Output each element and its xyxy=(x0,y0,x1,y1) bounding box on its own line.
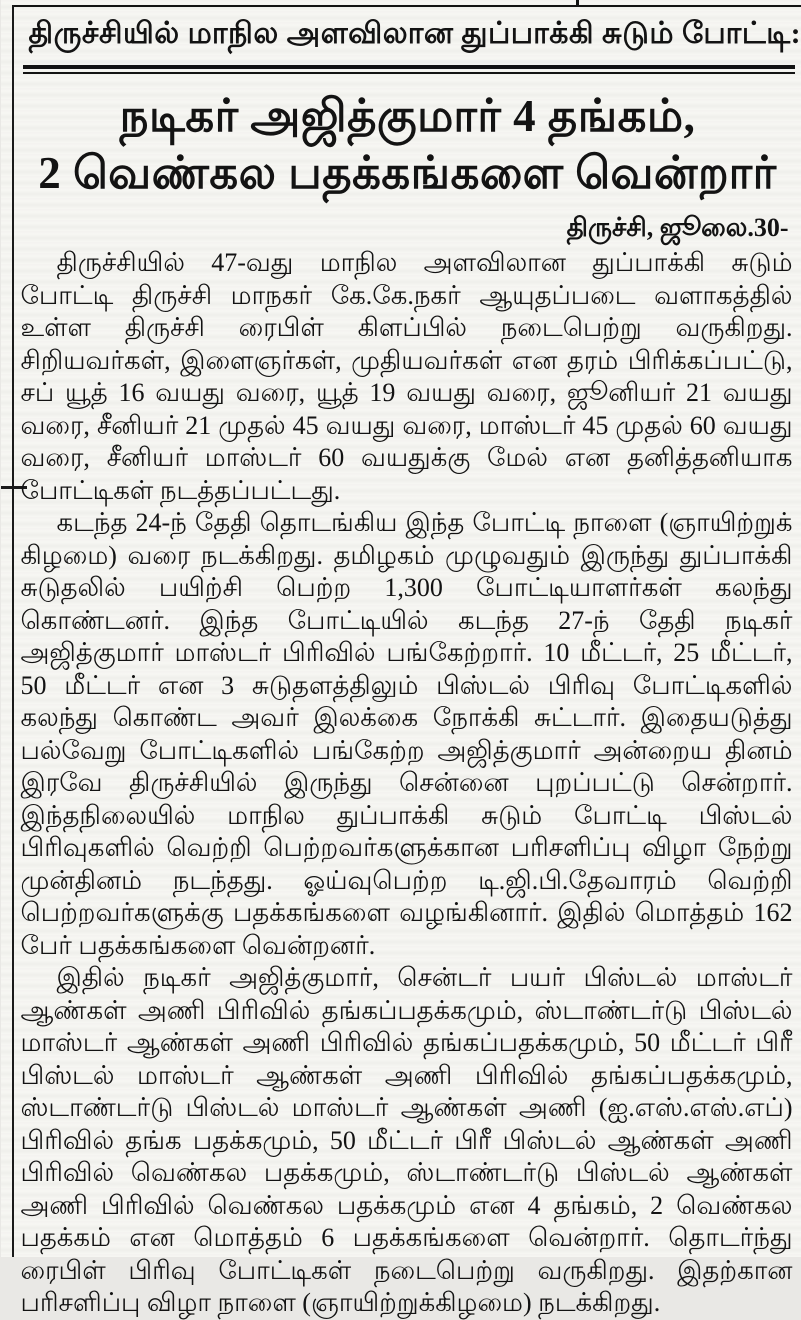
headline-line-1: நடிகர் அஜித்குமார் 4 தங்கம், xyxy=(119,91,696,141)
top-horizontal-rule xyxy=(13,5,801,7)
article xyxy=(20,10,801,1320)
left-column-rule xyxy=(12,5,14,1257)
article-dateline: திருச்சி, ஜூலை.30- xyxy=(566,213,789,242)
article-kicker: திருச்சியில் மாநில அளவிலான துப்பாக்கி சுடும் போட்டி: xyxy=(28,17,801,50)
kicker-rule-thin xyxy=(23,72,795,74)
article-paragraph-1: திருச்சியில் 47-வது மாநில அளவிலான துப்பாக்கி சுடும் போட்டி திருச்சி மாநகர் கே.கே.நகர் ஆயுதப்படை வளாகத்தில் உள்ள திருச்சி ரைபிள் கிளப்பில் நடைபெற்று வருகிறது. சிறியவர்கள், இளைஞர்கள், முதியவர்கள் என தரம் பிரிக்கப்பட்டு, சப் யூத் 16 வயது வரை, யூத் 19 வயது வரை, ஜூனியர் 21 வயது வரை, சீனியர் 21 முதல் 45 வயது வரை, மாஸ்டர் 45 முதல் 60 வயது வரை, சீனியர் மாஸ்டர் 60 வயதுக்கு மேல் என தனித்தனியாக போட்டிகள் நடத்தப்பட்டது. xyxy=(20,248,793,505)
newspaper-clipping xyxy=(1,0,801,1317)
article-headline xyxy=(21,88,795,202)
article-body xyxy=(21,247,795,1320)
article-paragraph-3: இதில் நடிகர் அஜித்குமார், சென்டர் பயர் பிஸ்டல் மாஸ்டர் ஆண்கள் அணி பிரிவில் தங்கப்பதக்கமும், ஸ்டாண்டர்டு பிஸ்டல் மாஸ்டர் ஆண்கள் அணி பிரிவில் தங்கப்பதக்கமும், 50 மீட்டர் பிரீ பிஸ்டல் மாஸ்டர் ஆண்கள் அணி பிரிவில் தங்கப்பதக்கமும், ஸ்டாண்டர்டு பிஸ்டல் மாஸ்டர் ஆண்கள் அணி (ஐ.எஸ்.எஸ்.எப்) பிரிவில் தங்க பதக்கமும், 50 மீட்டர் பிரீ பிஸ்டல் ஆண்கள் அணி பிரிவில் வெண்கல பதக்கமும், ஸ்டாண்டர்டு பிஸ்டல் ஆண்கள் அணி பிரிவில் வெண்கல பதக்கமும் என 4 தங்கம், 2 வெண்கல பதக்கம் என மொத்தம் 6 பதக்கங்களை வென்றார். தொடர்ந்து ரைபிள் பிரிவு போட்டிகள் நடைபெற்று வருகிறது. இதற்கான பரிசளிப்பு விழா நாளை (ஞாயிற்றுக்கிழமை) நடக்கிறது. xyxy=(20,963,793,1317)
kicker-rule-thick xyxy=(23,65,795,69)
article-paragraph-2: கடந்த 24-ந் தேதி தொடங்கிய இந்த போட்டி நாளை (ஞாயிற்றுக் கிழமை) வரை நடக்கிறது. தமிழகம் முழுவதும் இருந்து துப்பாக்கி சுடுதலில் பயிற்சி பெற்ற 1,300 போட்டியாளர்கள் கலந்து கொண்டனர். இந்த போட்டியில் கடந்த 27-ந் தேதி நடிகர் அஜித்குமார் மாஸ்டர் பிரிவில் பங்கேற்றார். 10 மீட்டர், 25 மீட்டர், 50 மீட்டர் என 3 சுடுதளத்திலும் பிஸ்டல் பிரிவு போட்டிகளில் கலந்து கொண்ட அவர் இலக்கை நோக்கி சுட்டார். இதையடுத்து பல்வேறு போட்டிகளில் பங்கேற்ற அஜித்குமார் அன்றைய தினம் இரவே திருச்சியில் இருந்து சென்னை புறப்பட்டு சென்றார். இந்தநிலையில் மாநில துப்பாக்கி சுடும் போட்டி பிஸ்டல் பிரிவுகளில் வெற்றி பெற்றவர்களுக்கான பரிசளிப்பு விழா நேற்று முன்தினம் நடந்தது. ஓய்வுபெற்ற டி.ஜி.பி.தேவாரம் வெற்றி பெற்றவர்களுக்கு பதக்கங்களை வழங்கினார். இதில் மொத்தம் 162 பேர் பதக்கங்களை வென்றனர். xyxy=(20,508,793,960)
headline-line-2: 2 வெண்கல பதக்கங்களை வென்றார் xyxy=(38,148,777,198)
